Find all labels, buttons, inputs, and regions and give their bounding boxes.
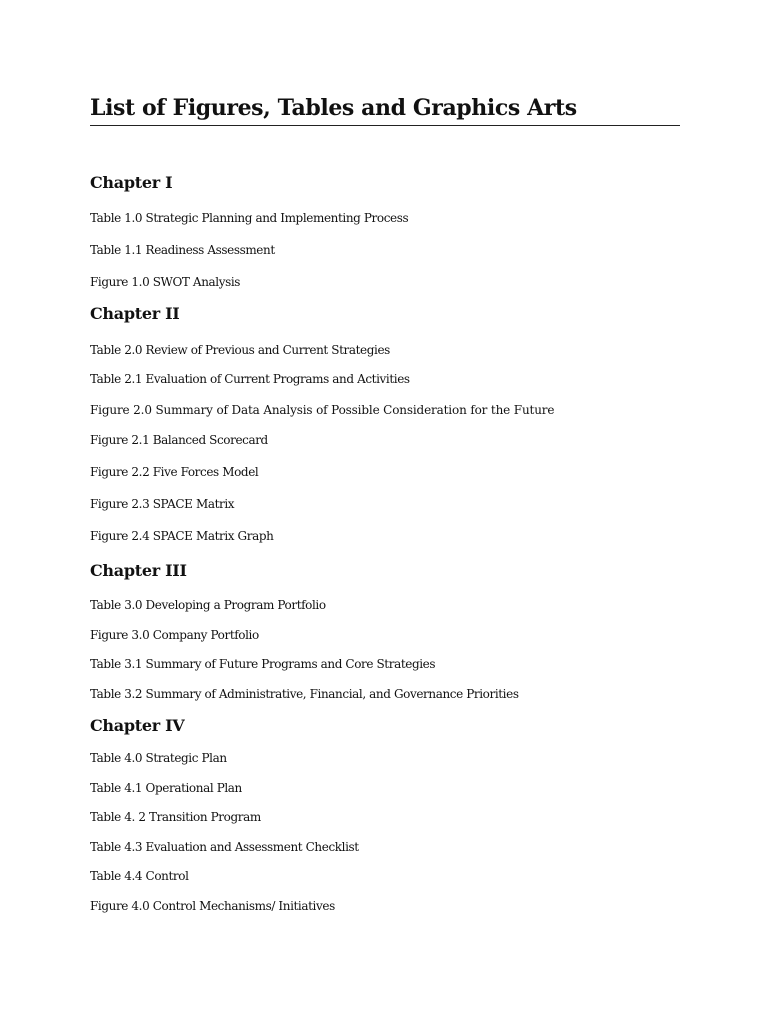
toc-entry: Table 1.0 Strategic Planning and Implementing Process — [90, 211, 409, 225]
toc-entry: Table 4.0 Strategic Plan — [90, 751, 227, 765]
toc-entry: Table 2.0 Review of Previous and Current Strategies — [90, 343, 390, 357]
toc-entry: Table 3.1 Summary of Future Programs and Core Strategies — [90, 657, 436, 671]
toc-entry: Table 4. 2 Transition Program — [90, 810, 261, 824]
title-underline — [90, 125, 680, 126]
toc-entry: Figure 4.0 Control Mechanisms/ Initiatives — [90, 899, 335, 913]
toc-entry: Figure 2.0 Summary of Data Analysis of Possible Consideration for the Future — [90, 403, 555, 417]
toc-entry: Table 4.1 Operational Plan — [90, 781, 242, 795]
chapter-heading-1: Chapter I — [90, 173, 173, 192]
toc-entry: Table 2.1 Evaluation of Current Programs and Activities — [90, 372, 410, 386]
toc-entry: Table 4.3 Evaluation and Assessment Checklist — [90, 840, 359, 854]
toc-entry: Table 3.0 Developing a Program Portfolio — [90, 598, 326, 612]
toc-entry: Figure 2.3 SPACE Matrix — [90, 497, 235, 511]
toc-entry: Table 3.2 Summary of Administrative, Financial, and Governance Priorities — [90, 687, 519, 701]
toc-entry: Figure 2.1 Balanced Scorecard — [90, 433, 268, 447]
chapter-heading-2: Chapter II — [90, 304, 180, 323]
toc-entry: Table 4.4 Control — [90, 869, 189, 883]
toc-entry: Figure 2.2 Five Forces Model — [90, 465, 259, 479]
chapter-heading-4: Chapter IV — [90, 716, 185, 735]
toc-entry: Figure 1.0 SWOT Analysis — [90, 275, 241, 289]
toc-entry: Figure 3.0 Company Portfolio — [90, 628, 259, 642]
toc-entry: Figure 2.4 SPACE Matrix Graph — [90, 529, 274, 543]
page-title: List of Figures, Tables and Graphics Arts — [90, 95, 577, 121]
toc-entry: Table 1.1 Readiness Assessment — [90, 243, 275, 257]
chapter-heading-3: Chapter III — [90, 561, 187, 580]
